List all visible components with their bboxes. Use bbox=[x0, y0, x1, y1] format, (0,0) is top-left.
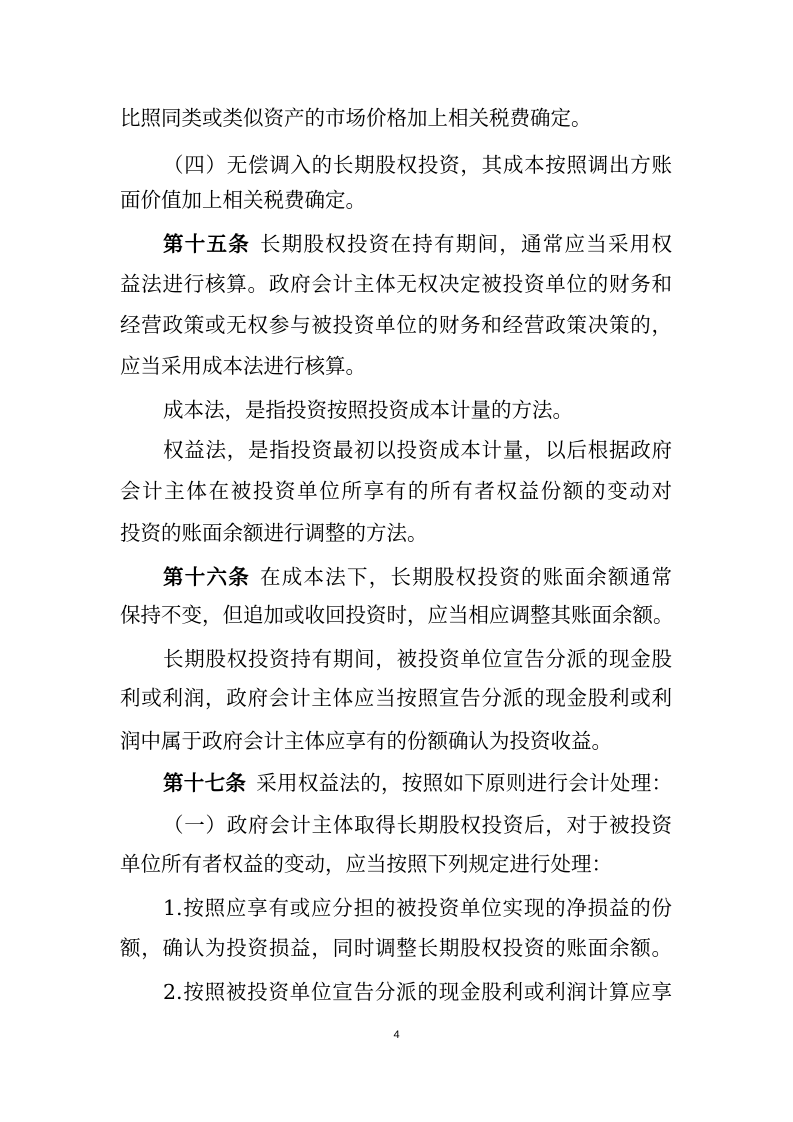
article-15-line bbox=[163, 230, 672, 258]
paragraph-line: 单位所有者权益的变动，应当按照下列规定进行处理： bbox=[120, 852, 612, 876]
paragraph-line: 额，确认为投资损益，同时调整长期股权投资的账面余额。 bbox=[120, 936, 672, 960]
paragraph-line: 长期股权投资持有期间，被投资单位宣告分派的现金股 bbox=[163, 647, 672, 671]
paragraph-line: 权益法，是指投资最初以投资成本计量，以后根据政府 bbox=[163, 438, 672, 462]
paragraph-text: 在成本法下，长期股权投资的账面余额通常 bbox=[260, 565, 672, 589]
paragraph-line: 比照同类或类似资产的市场价格加上相关税费确定。 bbox=[120, 106, 592, 130]
paragraph-text: 采用权益法的，按照如下原则进行会计处理： bbox=[256, 771, 673, 795]
page-number: 4 bbox=[393, 1029, 400, 1041]
paragraph-line: （一）政府会计主体取得长期股权投资后，对于被投资 bbox=[163, 813, 672, 837]
paragraph-line: 面价值加上相关税费确定。 bbox=[120, 188, 366, 212]
paragraph-line: 2.按照被投资单位宣告分派的现金股利或利润计算应享 bbox=[163, 980, 672, 1004]
paragraph-line: （四）无偿调入的长期股权投资，其成本按照调出方账 bbox=[163, 153, 672, 177]
paragraph-text: 长期股权投资在持有期间，通常应当采用权 bbox=[260, 232, 672, 256]
paragraph-line: 投资的账面余额进行调整的方法。 bbox=[120, 521, 428, 545]
paragraph-line: 1.按照应享有或应分担的被投资单位实现的净损益的份 bbox=[163, 896, 672, 920]
paragraph-line: 益法进行核算。政府会计主体无权决定被投资单位的财务和 bbox=[120, 272, 672, 296]
article-16-heading: 第十六条 bbox=[163, 565, 250, 589]
paragraph-line: 润中属于政府会计主体应享有的份额确认为投资收益。 bbox=[120, 729, 612, 753]
article-15-heading: 第十五条 bbox=[163, 232, 250, 256]
paragraph-line: 应当采用成本法进行核算。 bbox=[120, 354, 366, 378]
article-16-line bbox=[163, 563, 672, 591]
article-17-heading: 第十七条 bbox=[163, 771, 247, 795]
paragraph-line: 成本法，是指投资按照投资成本计量的方法。 bbox=[163, 398, 573, 422]
paragraph-line: 保持不变，但追加或收回投资时，应当相应调整其账面余额。 bbox=[120, 603, 674, 627]
paragraph-line: 经营政策或无权参与被投资单位的财务和经营政策决策的， bbox=[120, 313, 672, 337]
article-17-line bbox=[163, 769, 672, 797]
paragraph-line: 会计主体在被投资单位所享有的所有者权益份额的变动对 bbox=[120, 479, 672, 503]
paragraph-line: 利或利润，政府会计主体应当按照宣告分派的现金股利或利 bbox=[120, 686, 672, 710]
